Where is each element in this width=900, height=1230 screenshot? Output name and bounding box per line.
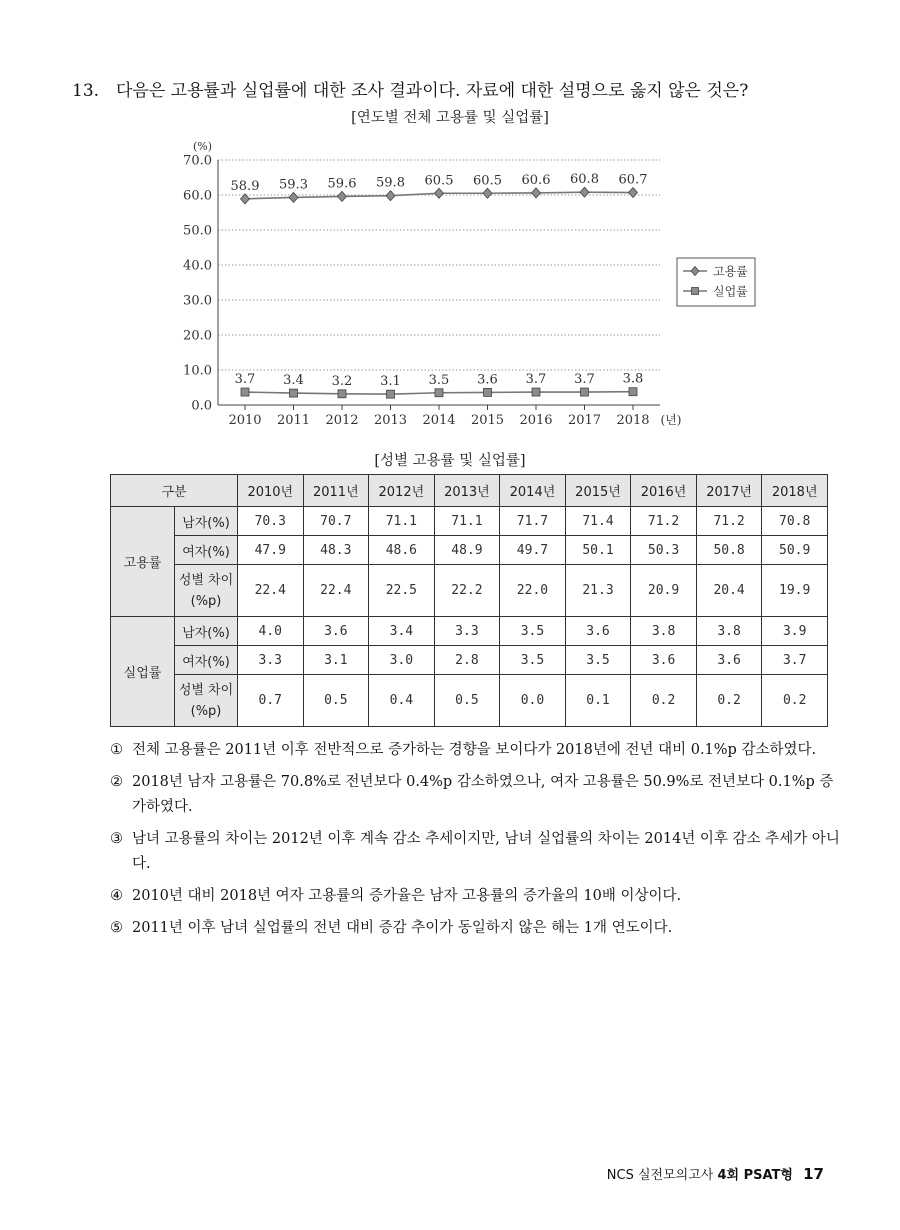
legend-label: 고용률 (713, 264, 748, 279)
column-header: 2016년 (631, 475, 697, 507)
table-cell: 22.5 (369, 565, 435, 617)
question-number: 13. (72, 81, 100, 101)
legend-marker (692, 288, 699, 295)
table-cell: 3.3 (238, 646, 304, 675)
table-cell: 71.2 (631, 507, 697, 536)
table-cell: 48.6 (369, 536, 435, 565)
data-label: 60.5 (473, 173, 502, 189)
data-label: 59.3 (279, 177, 308, 193)
table-cell: 3.5 (500, 617, 566, 646)
answer-option-2[interactable] (110, 770, 840, 820)
group-label-unemployment: 실업률 (111, 617, 175, 727)
table-cell: 3.6 (303, 617, 369, 646)
answer-option-3[interactable] (110, 827, 840, 877)
row-label: 남자(%) (175, 617, 238, 646)
table-row (111, 565, 828, 617)
row-label (175, 565, 238, 617)
x-tick-label: 2018 (616, 413, 650, 428)
line-chart (0, 0, 900, 440)
x-tick-label: 2017 (567, 413, 602, 428)
table-row (111, 536, 828, 565)
answer-option-4[interactable] (110, 884, 840, 909)
data-label: 3.7 (234, 372, 256, 388)
table-cell: 3.6 (631, 646, 697, 675)
answer-option-1[interactable] (110, 738, 840, 763)
table-cell: 3.0 (369, 646, 435, 675)
table-cell: 70.7 (303, 507, 369, 536)
y-tick-label: 30.0 (183, 293, 212, 309)
table-cell: 3.7 (762, 646, 828, 675)
table-cell: 3.9 (762, 617, 828, 646)
data-label: 3.2 (331, 373, 353, 389)
option-text: 남녀 고용률의 차이는 2012년 이후 계속 감소 추세이지만, 남녀 실업률의 차이는 2014년 이후 감소 추세가 아니다. (132, 831, 840, 872)
table-cell: 70.3 (238, 507, 304, 536)
table-cell: 71.1 (369, 507, 435, 536)
x-tick-label: 2012 (325, 413, 359, 428)
data-point (338, 191, 347, 201)
x-tick-label: 2014 (422, 413, 456, 428)
table-header-row (111, 475, 828, 507)
data-point (290, 389, 298, 397)
data-point (629, 388, 637, 396)
table-cell: 0.2 (631, 675, 697, 727)
table-cell: 71.4 (565, 507, 631, 536)
row-label: 여자(%) (175, 646, 238, 675)
table-cell: 19.9 (762, 565, 828, 617)
row-label-line1: 성별 차이 (178, 682, 234, 698)
table-cell: 3.8 (696, 617, 762, 646)
table-cell: 3.4 (369, 617, 435, 646)
x-tick-label: 2016 (519, 413, 553, 428)
question-text: 다음은 고용률과 실업률에 대한 조사 결과이다. 자료에 대한 설명으로 옳지 않은 것은? (116, 81, 749, 101)
option-marker: ① (110, 742, 123, 758)
y-tick-label: 20.0 (183, 328, 212, 344)
data-point (289, 192, 298, 202)
y-axis-unit-label: (%) (192, 140, 212, 153)
data-label: 3.7 (574, 372, 595, 388)
data-point (581, 388, 589, 396)
data-point (338, 390, 346, 398)
data-label: 60.8 (570, 172, 599, 188)
table-cell: 20.4 (696, 565, 762, 617)
option-marker: ⑤ (110, 920, 123, 936)
table-cell: 0.2 (762, 675, 828, 727)
table-cell: 22.4 (303, 565, 369, 617)
table-cell: 22.4 (238, 565, 304, 617)
data-point (435, 389, 443, 397)
option-marker: ④ (110, 888, 123, 904)
table-row (111, 675, 828, 727)
data-point (580, 187, 589, 197)
column-header: 2012년 (369, 475, 435, 507)
table-corner-cell: 구분 (111, 475, 238, 507)
table-cell: 3.3 (434, 617, 500, 646)
table-cell: 48.3 (303, 536, 369, 565)
y-tick-label: 50.0 (183, 223, 212, 239)
table-cell: 22.2 (434, 565, 500, 617)
data-point (484, 388, 492, 396)
x-axis-unit-label: (년) (660, 413, 682, 427)
column-header: 2010년 (238, 475, 304, 507)
table-cell: 49.7 (500, 536, 566, 565)
data-label: 3.6 (477, 372, 498, 388)
table-row (111, 646, 828, 675)
table-cell: 71.2 (696, 507, 762, 536)
gender-rate-table (110, 474, 828, 727)
data-label: 60.5 (424, 173, 454, 189)
table-cell: 50.8 (696, 536, 762, 565)
data-label: 60.7 (618, 172, 648, 188)
option-text: 2011년 이후 남녀 실업률의 전년 대비 증감 추이가 동일하지 않은 해는 1개 연도이다. (132, 920, 673, 936)
table-cell: 0.5 (434, 675, 500, 727)
table-cell: 0.5 (303, 675, 369, 727)
data-point (483, 188, 492, 198)
column-header: 2017년 (696, 475, 762, 507)
y-tick-label: 70.0 (183, 153, 212, 169)
column-header: 2015년 (565, 475, 631, 507)
table-cell: 2.8 (434, 646, 500, 675)
data-label: 59.6 (327, 176, 357, 192)
table-cell: 50.1 (565, 536, 631, 565)
data-point (532, 388, 540, 396)
data-point (629, 188, 638, 198)
legend-label: 실업률 (713, 284, 748, 299)
row-label-line2: (%p) (190, 703, 222, 719)
table-cell: 48.9 (434, 536, 500, 565)
data-label: 60.6 (521, 172, 551, 188)
y-tick-label: 40.0 (183, 258, 212, 274)
column-header: 2013년 (434, 475, 500, 507)
column-header: 2014년 (500, 475, 566, 507)
table-cell: 70.8 (762, 507, 828, 536)
table-cell: 3.8 (631, 617, 697, 646)
table-title: [성별 고용률 및 실업률] (374, 453, 526, 469)
row-label (175, 675, 238, 727)
answer-options (110, 738, 840, 948)
column-header: 2018년 (762, 475, 828, 507)
data-label: 3.8 (622, 371, 644, 387)
table-cell: 3.6 (696, 646, 762, 675)
table-row (111, 617, 828, 646)
row-label-line2: (%p) (190, 593, 222, 609)
data-label: 3.1 (380, 374, 401, 390)
column-header: 2011년 (303, 475, 369, 507)
page-footer (607, 1164, 824, 1183)
table-cell: 50.3 (631, 536, 697, 565)
table-cell: 0.0 (500, 675, 566, 727)
page-number: 17 (803, 1165, 824, 1183)
option-text: 2010년 대비 2018년 여자 고용률의 증가율은 남자 고용률의 증가율의 10배 이상이다. (132, 888, 682, 904)
row-label-line1: 성별 차이 (178, 572, 234, 588)
y-tick-label: 0.0 (191, 398, 212, 414)
option-marker: ③ (110, 831, 123, 847)
data-label: 3.5 (428, 372, 450, 388)
data-point (386, 191, 395, 201)
option-text: 전체 고용률은 2011년 이후 전반적으로 증가하는 경향을 보이다가 2018년에 전년 대비 0.1%p 감소하였다. (132, 742, 817, 758)
table-cell: 71.7 (500, 507, 566, 536)
data-label: 59.8 (376, 175, 405, 191)
table-cell: 3.1 (303, 646, 369, 675)
x-tick-label: 2013 (373, 413, 408, 428)
data-point (387, 390, 395, 398)
row-label: 여자(%) (175, 536, 238, 565)
table-cell: 0.1 (565, 675, 631, 727)
table-cell: 3.6 (565, 617, 631, 646)
option-text: 2018년 남자 고용률은 70.8%로 전년보다 0.4%p 감소하였으나, 여자 고용률은 50.9%로 전년보다 0.1%p 증가하였다. (132, 774, 834, 815)
x-tick-label: 2011 (276, 413, 311, 428)
y-tick-label: 10.0 (183, 363, 212, 379)
table-cell: 0.4 (369, 675, 435, 727)
footer-exam-label: 4회 PSAT형 (717, 1168, 793, 1183)
data-label: 3.4 (283, 373, 304, 389)
footer-series-title: NCS 실전모의고사 (606, 1168, 714, 1183)
x-tick-label: 2015 (470, 413, 505, 428)
table-cell: 3.5 (565, 646, 631, 675)
table-cell: 50.9 (762, 536, 828, 565)
table-cell: 71.1 (434, 507, 500, 536)
group-label-employment: 고용률 (111, 507, 175, 617)
data-point (241, 194, 250, 204)
table-cell: 0.7 (238, 675, 304, 727)
data-label: 58.9 (230, 178, 260, 194)
table-cell: 21.3 (565, 565, 631, 617)
data-point (241, 388, 249, 396)
table-row (111, 507, 828, 536)
answer-option-5[interactable] (110, 916, 840, 941)
option-marker: ② (110, 774, 123, 790)
data-label: 3.7 (525, 372, 547, 388)
chart-title: [연도별 전체 고용률 및 실업률] (351, 110, 549, 126)
row-label: 남자(%) (175, 507, 238, 536)
table-cell: 20.9 (631, 565, 697, 617)
data-point (435, 188, 444, 198)
table-cell: 4.0 (238, 617, 304, 646)
table-cell: 47.9 (238, 536, 304, 565)
y-tick-label: 60.0 (183, 188, 212, 204)
data-point (532, 188, 541, 198)
table-cell: 3.5 (500, 646, 566, 675)
x-tick-label: 2010 (228, 413, 262, 428)
table-cell: 22.0 (500, 565, 566, 617)
table-cell: 0.2 (696, 675, 762, 727)
